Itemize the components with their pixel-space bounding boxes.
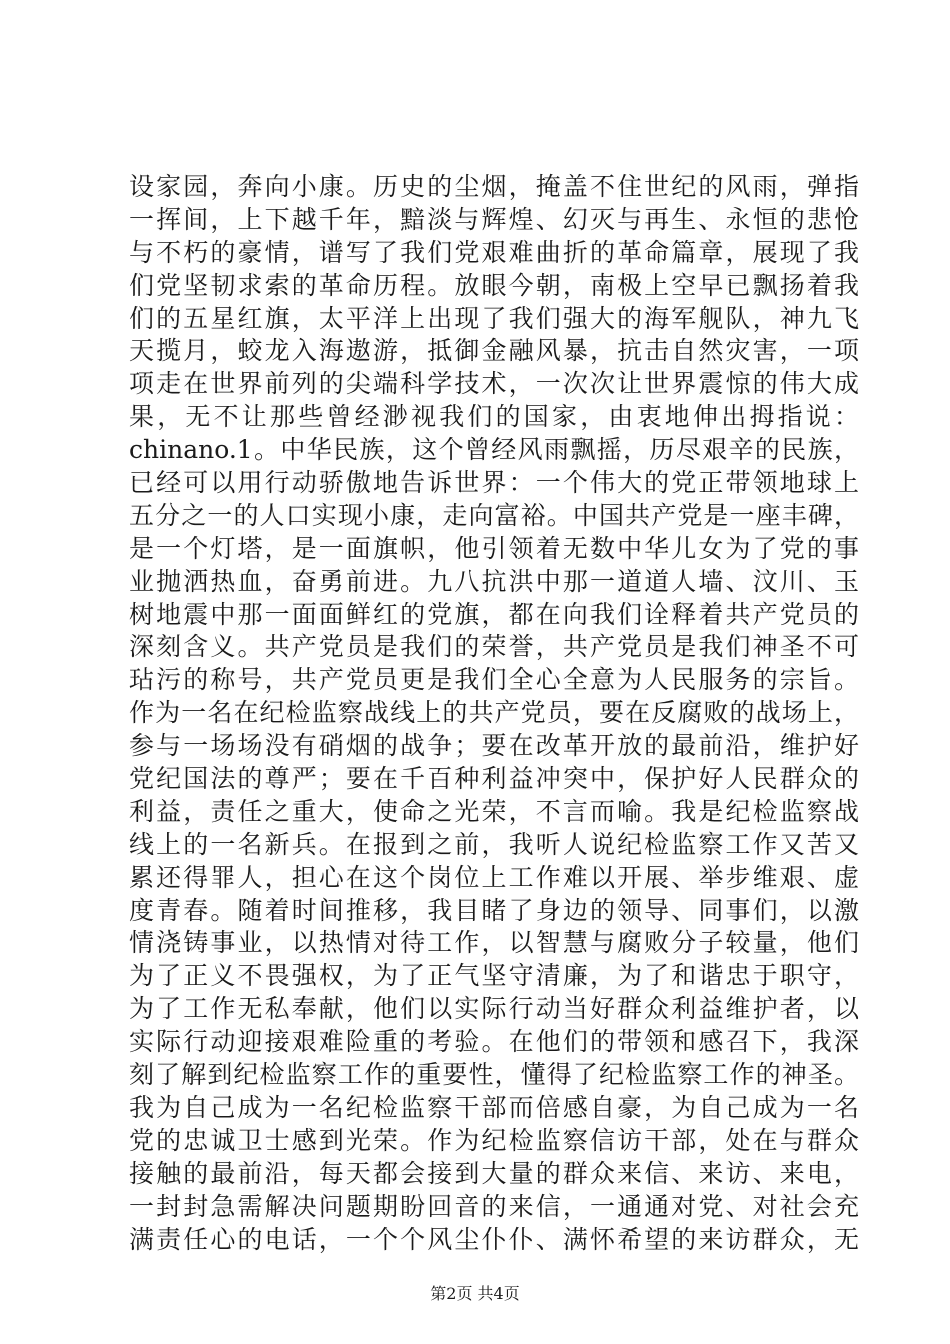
text-line: 业抛洒热血，奋勇前进。九八抗洪中那一道道人墙、汶川、玉	[129, 566, 859, 596]
text-line: 项走在世界前列的尖端科学技术，一次次让世界震惊的伟大成	[129, 369, 859, 399]
text-line: 们的五星红旗，太平洋上出现了我们强大的海军舰队，神九飞	[129, 303, 859, 333]
text-line: 五分之一的人口实现小康，走向富裕。中国共产党是一座丰碑，	[129, 500, 859, 530]
text-line: 已经可以用行动骄傲地告诉世界：一个伟大的党正带领地球上	[129, 468, 859, 498]
text-line: 一挥间，上下越千年，黯淡与辉煌、幻灭与再生、永恒的悲怆	[129, 204, 859, 234]
text-line: 深刻含义。共产党员是我们的荣誉，共产党员是我们神圣不可	[129, 632, 859, 662]
page-footer	[0, 1284, 950, 1304]
text-line: 我为自己成为一名纪检监察干部而倍感自豪，为自己成为一名	[129, 1092, 859, 1122]
text-line: 为了工作无私奉献，他们以实际行动当好群众利益维护者，以	[129, 994, 859, 1024]
text-line: chinano.1。中华民族，这个曾经风雨飘摇，历尽艰辛的民族，	[129, 435, 859, 465]
text-line: 为了正义不畏强权，为了正气坚守清廉，为了和谐忠于职守，	[129, 961, 859, 991]
text-line: 玷污的称号，共产党员更是我们全心全意为人民服务的宗旨。	[129, 665, 859, 695]
document-body	[129, 171, 859, 1256]
text-line: 设家园，奔向小康。历史的尘烟，掩盖不住世纪的风雨，弹指	[129, 172, 859, 201]
text-line: 线上的一名新兵。在报到之前，我听人说纪检监察工作又苦又	[129, 829, 859, 859]
page-number-label: 第2页 共4页	[430, 1284, 520, 1303]
text-line: 参与一场场没有硝烟的战争；要在改革开放的最前沿，维护好	[129, 731, 859, 761]
text-line: 度青春。随着时间推移，我目睹了身边的领导、同事们，以激	[129, 895, 859, 925]
text-line: 与不朽的豪情，谱写了我们党艰难曲折的革命篇章，展现了我	[129, 237, 859, 267]
text-line: 党的忠诚卫士感到光荣。作为纪检监察信访干部，处在与群众	[129, 1125, 859, 1155]
text-line: 实际行动迎接艰难险重的考验。在他们的带领和感召下，我深	[129, 1027, 859, 1057]
text-line: 刻了解到纪检监察工作的重要性，懂得了纪检监察工作的神圣。	[129, 1060, 859, 1090]
text-line: 累还得罪人，担心在这个岗位上工作难以开展、举步维艰、虚	[129, 862, 859, 892]
text-line: 情浇铸事业，以热情对待工作，以智慧与腐败分子较量，他们	[129, 928, 859, 958]
text-line: 树地震中那一面面鲜红的党旗，都在向我们诠释着共产党员的	[129, 599, 859, 629]
text-line: 一封封急需解决问题期盼回音的来信，一通通对党、对社会充	[129, 1191, 859, 1221]
text-line: 党纪国法的尊严；要在千百种利益冲突中，保护好人民群众的	[129, 764, 859, 794]
text-line: 天揽月，蛟龙入海遨游，抵御金融风暴，抗击自然灾害，一项	[129, 336, 859, 366]
text-line: 利益，责任之重大，使命之光荣，不言而喻。我是纪检监察战	[129, 796, 859, 826]
text-line: 作为一名在纪检监察战线上的共产党员，要在反腐败的战场上，	[129, 698, 859, 728]
text-line: 们党坚韧求索的革命历程。放眼今朝，南极上空早已飘扬着我	[129, 270, 859, 300]
text-line: 是一个灯塔，是一面旗帜，他引领着无数中华儿女为了党的事	[129, 533, 859, 563]
text-line: 接触的最前沿，每天都会接到大量的群众来信、来访、来电，	[129, 1158, 859, 1188]
text-line: 满责任心的电话，一个个风尘仆仆、满怀希望的来访群众，无	[129, 1224, 859, 1254]
text-line: 果，无不让那些曾经渺视我们的国家，由衷地伸出拇指说：	[129, 402, 859, 432]
